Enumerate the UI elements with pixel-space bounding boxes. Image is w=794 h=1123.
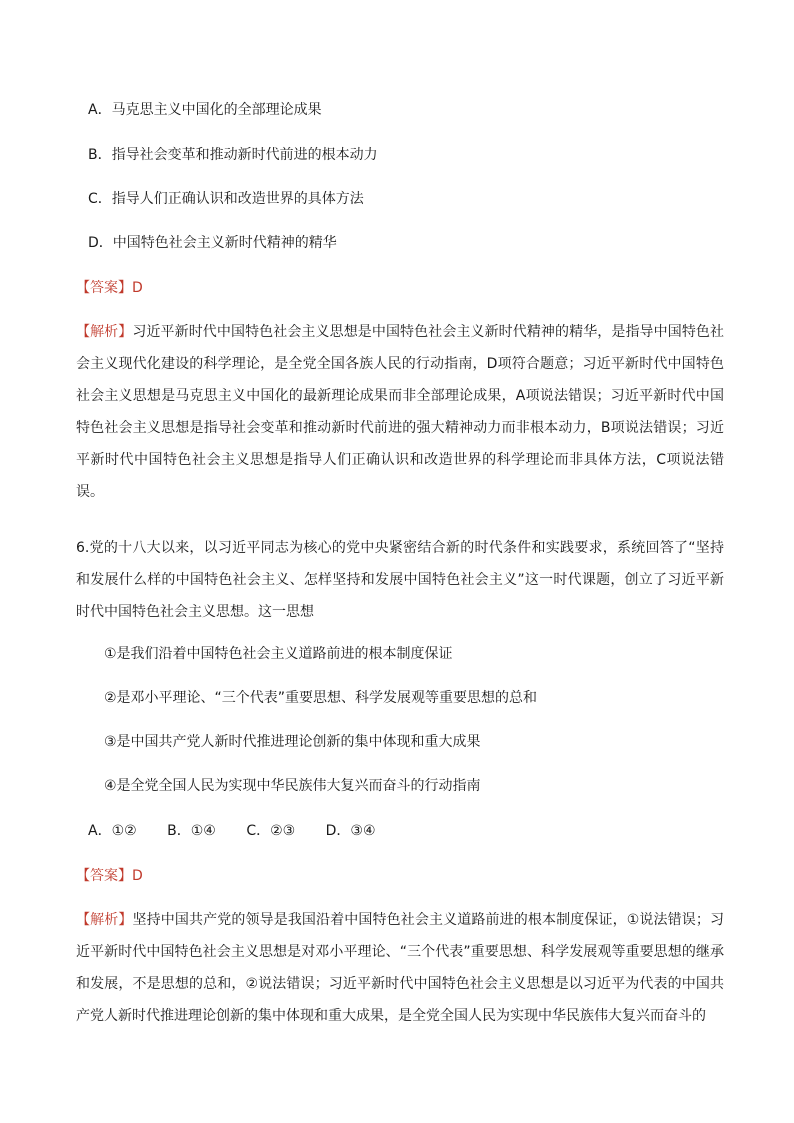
q5-analysis-text: 习近平新时代中国特色社会主义思想是中国特色社会主义新时代精神的精华，是指导中国特色社会主义现代化建设的科学理论，是全党全国各族人民的行动指南，D项符合题意；习近平新时代中国特色社会主义思想是马克思主义中国化的最新理论成果而非全部理论成果，A项说法错误；习近平新时代中国特色社会主义思想是指导社会变革和推动新时代前进的强大精神动力而非根本动力，B项说法错误；习近平新时代中国特色社会主义思想是指导人们正确认识和改造世界的科学理论而非具体方法，C项说法错误。 (76, 324, 725, 500)
q5-analysis (76, 316, 724, 508)
q6-stem: 6.党的十八大以来，以习近平同志为核心的党中央紧密结合新的时代条件和实践要求，系统回答了“坚持和发展什么样的中国特色社会主义、怎样坚持和发展中国特色社会主义”这一时代课题，创立了习近平新时代中国特色社会主义思想。这一思想 (76, 540, 724, 620)
q5-option-d: D．中国特色社会主义新时代精神的精华 (88, 235, 337, 251)
q6-analysis-text: 坚持中国共产党的领导是我国沿着中国特色社会主义道路前进的根本制度保证，①说法错误；习近平新时代中国特色社会主义思想是对邓小平理论、“三个代表”重要思想、科学发展观等重要思想的继承和发展，不是思想的总和，②说法错误；习近平新时代中国特色社会主义思想是以习近平为代表的中国共产党人新时代推进理论创新的集中体现和重大成果，是全党全国人民为实现中华民族伟大复兴而奋斗的 (76, 912, 724, 1024)
q6-analysis (76, 904, 724, 1032)
q6-answer-value: D (132, 868, 143, 884)
q6-choices (88, 821, 402, 841)
q5-answer-value: D (132, 280, 143, 296)
q5-option-a: A．马克思主义中国化的全部理论成果 (88, 102, 322, 118)
q5-answer-label: 【答案】 (76, 280, 132, 296)
q6-analysis-label: 【解析】 (76, 912, 133, 928)
q6-choice-c: C．②③ (246, 823, 296, 839)
q5-analysis-label: 【解析】 (76, 324, 133, 340)
q6-statement-2: ②是邓小平理论、“三个代表”重要思想、科学发展观等重要思想的总和 (104, 690, 538, 706)
q6-answer (76, 866, 143, 886)
q5-answer (76, 278, 143, 298)
q6-choice-d: D．③④ (325, 823, 376, 839)
q6-statement-3: ③是中国共产党人新时代推进理论创新的集中体现和重大成果 (104, 734, 481, 750)
q6-choice-b: B．①④ (167, 823, 216, 839)
q5-option-b: B．指导社会变革和推动新时代前进的根本动力 (88, 147, 378, 163)
q6-choice-a: A．①② (88, 823, 137, 839)
q6-statement-1: ①是我们沿着中国特色社会主义道路前进的根本制度保证 (104, 646, 453, 662)
q6-statement-4: ④是全党全国人民为实现中华民族伟大复兴而奋斗的行动指南 (104, 778, 481, 794)
q5-option-c: C．指导人们正确认识和改造世界的具体方法 (88, 191, 364, 207)
q6-answer-label: 【答案】 (76, 868, 132, 884)
